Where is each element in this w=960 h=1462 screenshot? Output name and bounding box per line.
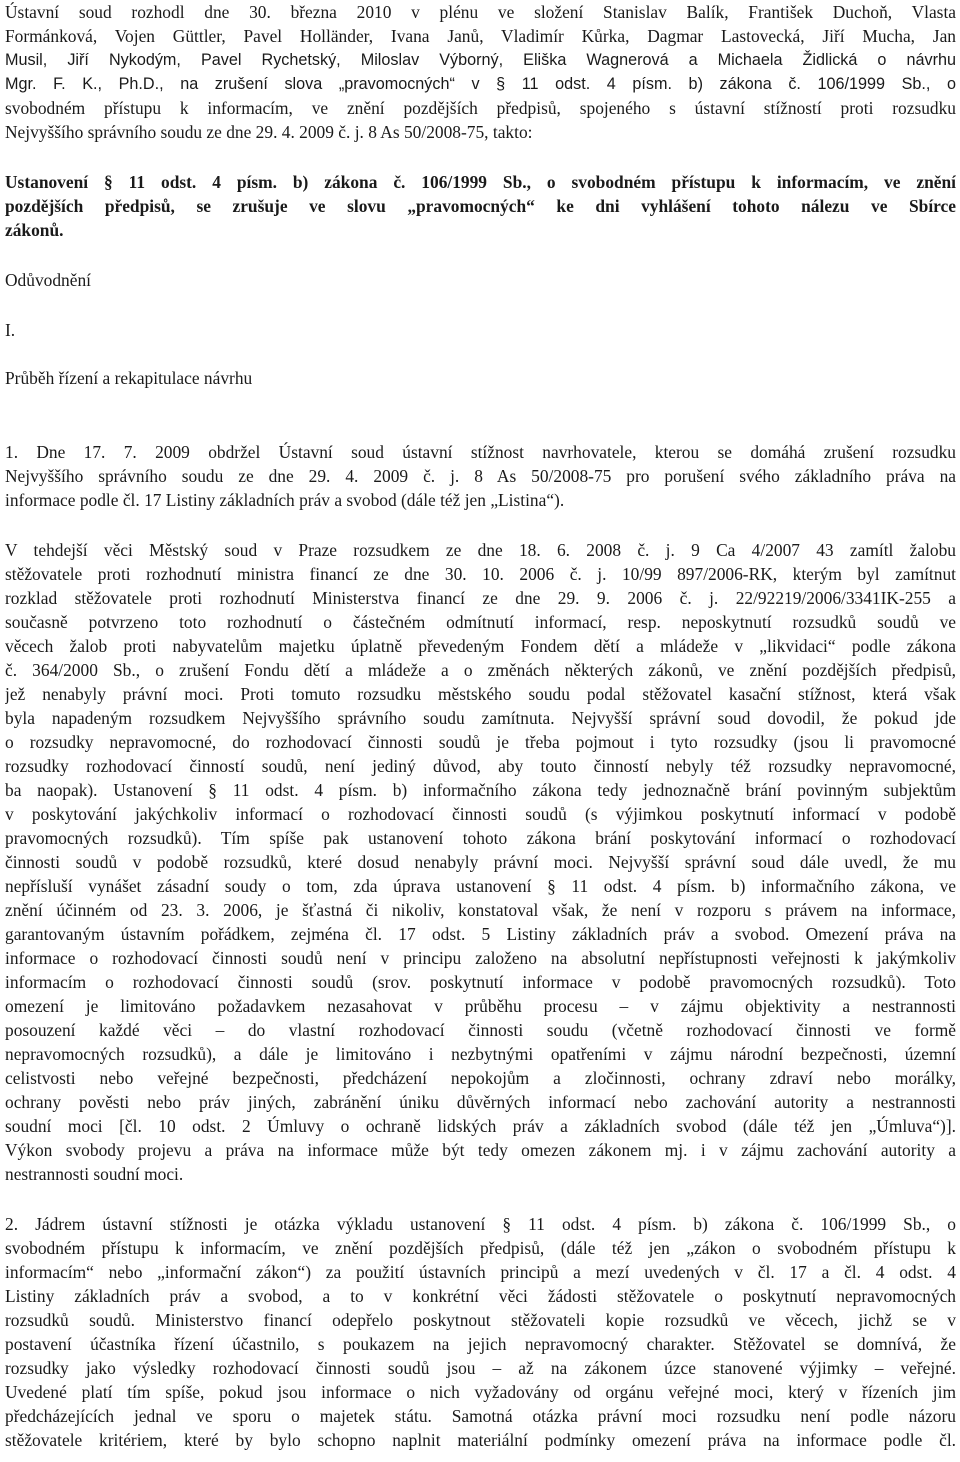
- paragraph-line: celistvosti nebo veřejné bezpečnosti, předcházení nepokojům a zločinnosti, ochrany zdraví nebo morálky,: [5, 1068, 956, 1088]
- paragraph-line: V tehdejší věci Městský soud v Praze rozsudkem ze dne 18. 6. 2008 č. j. 9 Ca 4/2007 43 zamítl žalobu: [5, 540, 956, 560]
- paragraph-line: 2. Jádrem ústavní stížnosti je otázka výkladu ustanovení § 11 odst. 4 písm. b) zákona č. 106/1999 Sb., o: [5, 1214, 956, 1234]
- paragraph-line: rozklad stěžovatele proti rozhodnutí Ministerstva financí ze dne 29. 9. 2006 č. j. 22/92219/2006/3341IK-255 a: [5, 588, 956, 608]
- paragraph-line: Nejvyššího správního soudu ze dne 29. 4. 2009 č. j. 8 As 50/2008-75 pro porušení svého základního práva na: [5, 466, 956, 486]
- paragraph-line: č. 364/2000 Sb., o zrušení Fondu dětí a mládeže a o změnách některých zákonů, ve znění pozdějších předpisů,: [5, 660, 956, 680]
- section-title: Průběh řízení a rekapitulace návrhu: [5, 368, 253, 388]
- paragraph-line: informacím o rozhodovací činnosti soudů (srov. poskytnutí informace v podobě pravomocných rozsudků). Toto: [5, 972, 956, 992]
- paragraph-line: věcech žalob proti nabyvatelům majetku úplatně převedeným Fondem dětí a mládeže v „likvidaci“ podle zákona: [5, 636, 956, 656]
- intro-line: Musil, Jiří Nykodým, Pavel Rychetský, Miloslav Výborný, Eliška Wagnerová a Michaela Židlická o návrhu: [5, 51, 956, 69]
- paragraph-line: soudní moci [čl. 10 odst. 2 Úmluvy o ochraně lidských práv a základních svobod (dále též jen „Úmluva“)].: [5, 1116, 956, 1136]
- paragraph-line: pravomocných rozsudků). Tím spíše pak ustanovení tohoto zákona brání poskytování informací o rozhodovací: [5, 828, 956, 848]
- paragraph-line: Uvedené platí tím spíše, pokud jsou informace o nich vyžadovány od orgánu veřejné moci, který v řízeních jim: [5, 1382, 956, 1402]
- paragraph-line: rozsudky jako výsledky rozhodovací činnosti soudů jsou – až na zákonem úzce stanovené výjimky – veřejné.: [5, 1358, 956, 1378]
- paragraph-line: informace podle čl. 17 Listiny základních práv a svobod (dále též jen „Listina“).: [5, 490, 565, 510]
- reasoning-heading: Odůvodnění: [5, 270, 91, 290]
- paragraph-line: stěžovatele proti rozhodnutí ministra financí ze dne 30. 10. 2006 č. j. 10/99 897/2006-RK, kterým byl zamítnut: [5, 564, 956, 584]
- paragraph-line: omezení je limitováno požadavkem nezasahovat v průběhu procesu – v zájmu objektivity a nestrannosti: [5, 996, 956, 1016]
- paragraph-line: informacím“ nebo „informační zákon“) za použití ústavních principů a mezí uvedených v čl. 17 a čl. 4 odst. 4: [5, 1262, 956, 1282]
- paragraph-line: rozsudků soudů. Ministerstvo financí odepřelo poskytnout stěžovateli kopie rozsudků ve věcech, jichž se v: [5, 1310, 956, 1330]
- paragraph-line: 1. Dne 17. 7. 2009 obdržel Ústavní soud ústavní stížnost navrhovatele, kterou se domáhá zrušení rozsudku: [5, 442, 956, 462]
- verdict-line: Ustanovení § 11 odst. 4 písm. b) zákona č. 106/1999 Sb., o svobodném přístupu k informacím, ve znění: [5, 172, 956, 192]
- paragraph-line: jež nenabyly právní moci. Proti tomuto rozsudku městského soudu podal stěžovatel kasační stížnost, která však: [5, 684, 956, 704]
- paragraph-line: garantovaným ústavním pořádkem, zejména čl. 17 odst. 5 Listiny základních práv a svobod. Omezení práva na: [5, 924, 956, 944]
- intro-line: svobodném přístupu k informacím, ve znění pozdějších předpisů, spojeného s ústavní stížností proti rozsudku: [5, 98, 956, 118]
- paragraph-line: nepravomocných rozsudků), a dále je limitováno i nezbytnými opatřeními v zájmu národní bezpečnosti, územní: [5, 1044, 956, 1064]
- verdict-line: pozdějších předpisů, se zrušuje ve slovu „pravomocných“ ke dni vyhlášení tohoto nálezu ve Sbírce: [5, 196, 956, 216]
- paragraph-line: nestrannosti soudní moci.: [5, 1164, 184, 1184]
- paragraph-line: svobodném přístupu k informacím, ve znění pozdějších předpisů, (dále též jen „zákon o svobodném přístupu k: [5, 1238, 956, 1258]
- paragraph-line: stěžovatele kritériem, které by bylo schopno naplnit materiální podmínky omezení práva na informace podle čl.: [5, 1430, 956, 1450]
- paragraph-line: postavení účastníka řízení účastnilo, s poukazem na jejich nepravomocný charakter. Stěžovatel se domnívá, že: [5, 1334, 956, 1354]
- paragraph-line: ba naopak). Ustanovení § 11 odst. 4 písm. b) informačního zákona tedy jednoznačně brání povinným subjektům: [5, 780, 956, 800]
- intro-line: Mgr. F. K., Ph.D., na zrušení slova „pravomocných“ v § 11 odst. 4 písm. b) zákona č. 106/1999 Sb., o: [5, 75, 956, 93]
- paragraph-line: informace o rozhodovací činnosti soudů není v principu založeno na absolutní nepřístupnosti veřejnosti k jakýmkoliv: [5, 948, 956, 968]
- intro-line: Nejvyššího správního soudu ze dne 29. 4. 2009 č. j. 8 As 50/2008-75, takto:: [5, 122, 533, 142]
- paragraph-line: posouzení každé věci – do vlastní rozhodovací činnosti soudu (včetně rozhodovací činnosti ve formě: [5, 1020, 956, 1040]
- paragraph-line: znění účinném od 23. 3. 2006, je šťastná či nikoliv, konstatoval však, že není v rozporu s právem na informace,: [5, 900, 956, 920]
- paragraph-line: Výkon svobody projevu a práva na informace může být tedy omezen zákonem mj. i v zájmu zachování autority a: [5, 1140, 956, 1160]
- intro-line: Ústavní soud rozhodl dne 30. března 2010 v plénu ve složení Stanislav Balík, František Duchoň, Vlasta: [5, 2, 956, 22]
- paragraph-line: současně potvrzeno toto rozhodnutí o částečném odmítnutí informací, resp. neposkytnutí rozsudků soudů ve: [5, 612, 956, 632]
- paragraph-line: v poskytování jakýchkoliv informací o rozhodovací činnosti soudů (s výjimkou poskytnutí informací v podobě: [5, 804, 956, 824]
- paragraph-line: ochrany pověsti nebo práv jiných, zabránění úniku důvěrných informací nebo zachování autority a nestrannosti: [5, 1092, 956, 1112]
- paragraph-line: činnosti soudů v podobě rozsudků, které dosud nenabyly právní moci. Nejvyšší správní soud dále uvedl, že mu: [5, 852, 956, 872]
- paragraph-line: nepřísluší vynášet zásadní soudy o tom, zda úprava ustanovení § 11 odst. 4 písm. b) informačního zákona, ve: [5, 876, 956, 896]
- paragraph-line: Listiny základních práv a svobod, a to v konkrétní věci žádosti stěžovatele o poskytnutí nepravomocných: [5, 1286, 956, 1306]
- intro-line: Formánková, Vojen Güttler, Pavel Holländer, Ivana Janů, Vladimír Kůrka, Dagmar Lastovecká, Jiří Mucha, Jan: [5, 26, 956, 46]
- paragraph-line: předcházejících jednal ve sporu o majetek státu. Samotná otázka právní moci rozsudku není podle názoru: [5, 1406, 956, 1426]
- paragraph-line: byla napadeným rozsudkem Nejvyššího správního soudu zamítnuta. Nejvyšší správní soud dovodil, že pokud jde: [5, 708, 956, 728]
- verdict-line: zákonů.: [5, 220, 64, 240]
- paragraph-line: o rozsudky nepravomocné, do rozhodovací činnosti soudů je třeba pojmout i tyto rozsudky (jsou li pravomocné: [5, 732, 956, 752]
- paragraph-line: rozsudky rozhodovací činností soudů, není jediný důvod, aby touto činností nebyly též rozsudky nepravomocné,: [5, 756, 956, 776]
- section-number: I.: [5, 320, 16, 340]
